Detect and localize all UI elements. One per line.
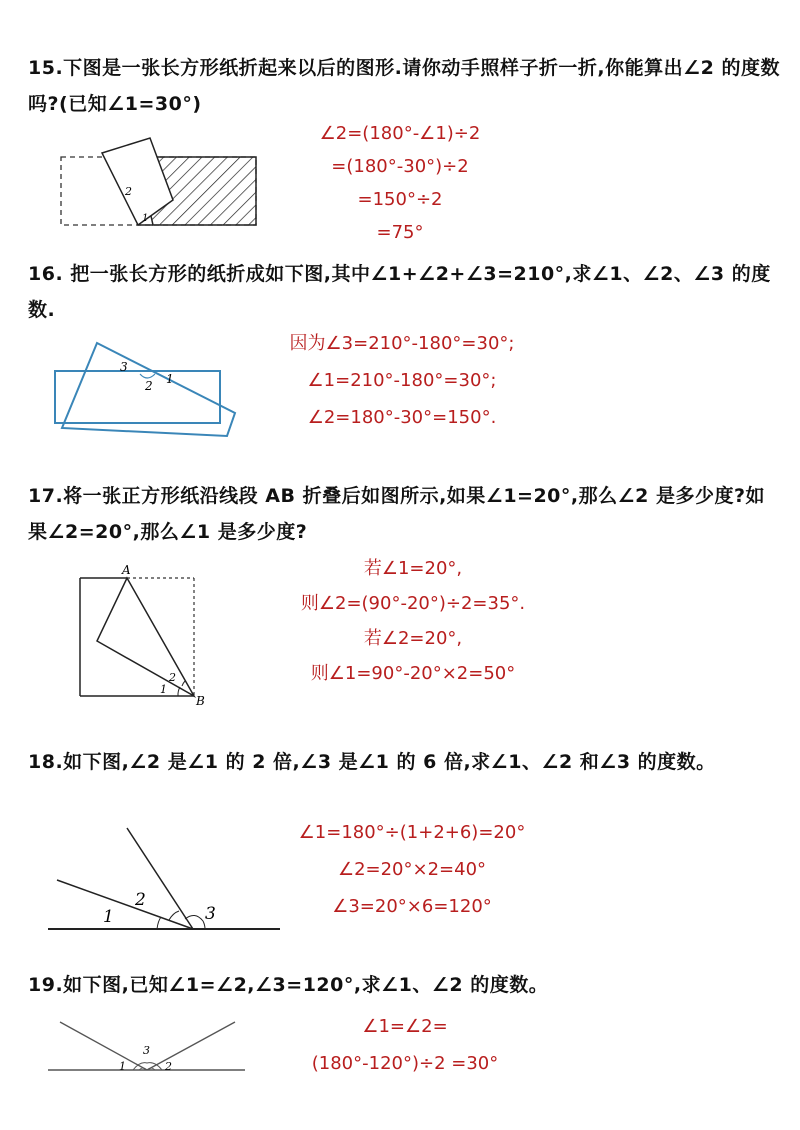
fig18-angle-2-label: 2 [135,890,146,910]
fig17-point-a-label: A [122,563,131,577]
answer-line: 则∠1=90°-20°×2=50° [310,663,516,684]
answer-line: ∠1=210°-180°=30°; [307,370,497,391]
fig17-angle-2-label: 2 [169,671,176,684]
answer-18 [292,816,532,923]
answer-line: ∠2=(180°-∠1)÷2 [319,123,481,144]
question-17: 17.将一张正方形纸沿线段 AB 折叠后如图所示,如果∠1=20°,那么∠2 是多少度?如果∠2=20°,那么∠1 是多少度? [28,485,766,543]
question-18: 18.如下图,∠2 是∠1 的 2 倍,∠3 是∠1 的 6 倍,求∠1、∠2 和∠3 的度数。 [28,751,716,773]
fig17-point-b-label: B [196,694,205,708]
answer-line: =75° [376,222,424,243]
answer-line: 因为∠3=210°-180°=30°; [289,333,515,354]
answer-line: ∠2=180°-30°=150°. [307,407,497,428]
answer-line: =(180°-30°)÷2 [331,156,469,177]
fig16-angle-2-label: 2 [145,379,153,393]
question-19: 19.如下图,已知∠1=∠2,∠3=120°,求∠1、∠2 的度数。 [28,974,549,996]
answer-line: 若∠1=20°, [363,558,463,579]
figure-19 [45,1015,250,1080]
answer-line: (180°-120°)÷2 =30° [311,1053,499,1074]
answer-line: ∠1=180°÷(1+2+6)=20° [298,822,526,843]
figure-16 [52,338,247,438]
answer-line: =150°÷2 [357,189,443,210]
fig15-angle-1-label: 1 [142,213,149,224]
question-15: 15.下图是一张长方形纸折起来以后的图形.请你动手照样子折一折,你能算出∠2 的度数吗?(已知∠1=30°) [28,57,780,115]
fig18-angle-3-label: 3 [205,904,216,924]
answer-line: ∠2=20°×2=40° [337,859,487,880]
figure-18 [45,825,285,940]
answer-line: 若∠2=20°, [363,628,463,649]
answer-16 [262,327,542,434]
fig15-angle-2-label: 2 [125,185,132,198]
fig16-angle-3-label: 3 [120,360,128,374]
question-16: 16. 把一张长方形的纸折成如下图,其中∠1+∠2+∠3=210°,求∠1、∠2、∠3 的度数. [28,263,771,321]
answer-line: ∠1=∠2= [362,1016,448,1037]
figure-15 [58,135,268,230]
fig19-angle-3-label: 3 [143,1044,150,1057]
fig17-angle-1-label: 1 [160,683,167,696]
answer-17 [258,552,568,690]
answer-19 [290,1010,520,1080]
answer-line: ∠3=20°×6=120° [332,896,492,917]
answer-15 [300,117,500,249]
fig16-angle-1-label: 1 [166,372,174,386]
fig19-angle-2-label: 2 [165,1060,172,1073]
answer-line: 则∠2=(90°-20°)÷2=35°. [300,593,526,614]
fig18-angle-1-label: 1 [103,907,114,927]
fig19-angle-1-label: 1 [119,1060,126,1073]
figure-17 [72,563,222,708]
